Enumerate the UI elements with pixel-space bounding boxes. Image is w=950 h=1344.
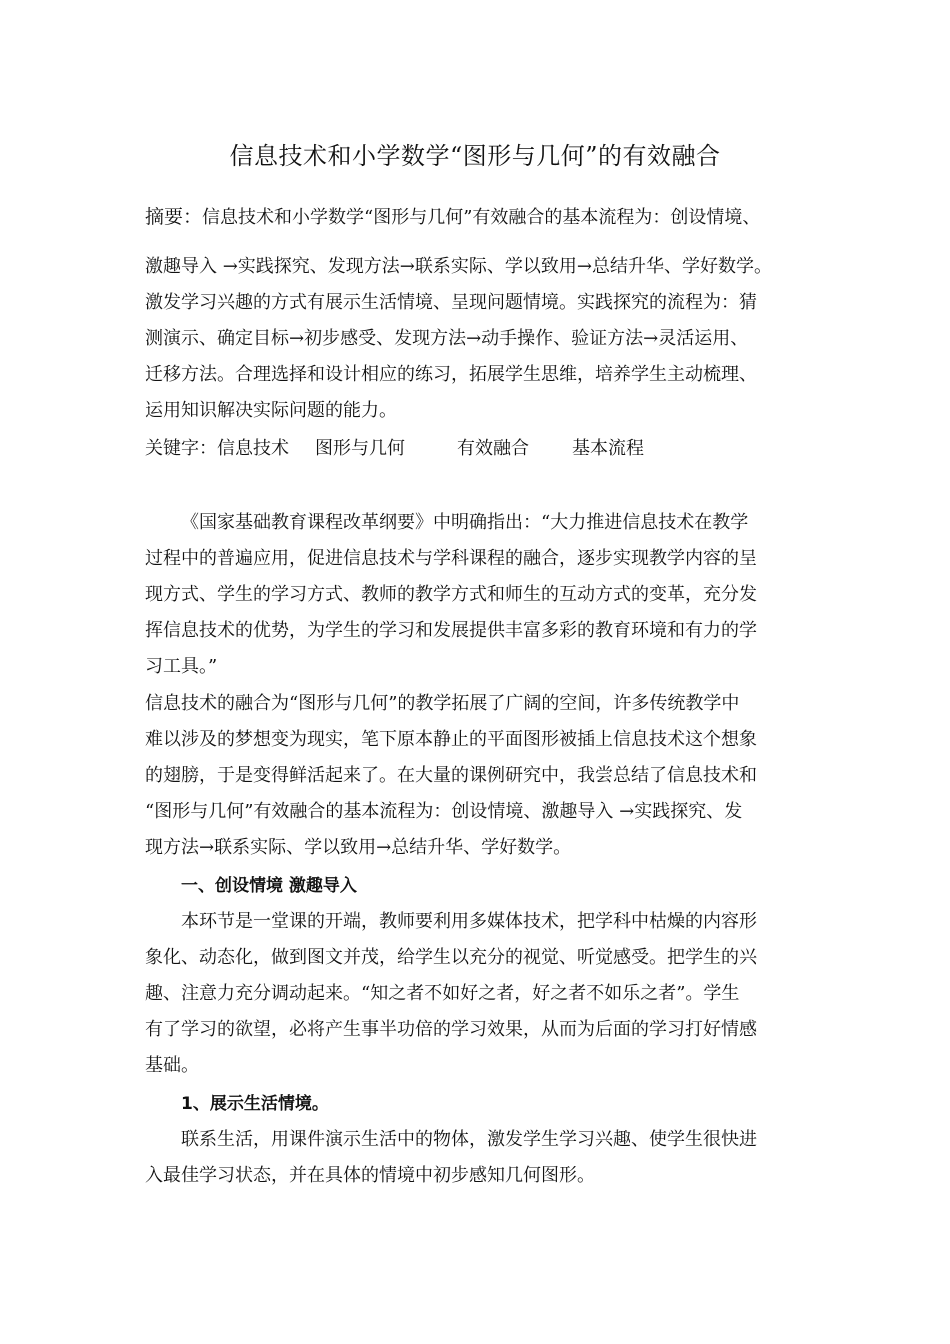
abstract-line-6: 运用知识解决实际问题的能力。 [145,400,397,421]
abstract-line-2: 激趣导入 →实践探究、发现方法→联系实际、学以致用→总结升华、学好数学。 [145,256,772,277]
subsection-heading: 1、展示生活情境。 [181,1094,329,1114]
abstract-label: 摘要： [145,206,203,228]
paragraph-3-line: 本环节是一堂课的开端，教师要利用多媒体技术，把学科中枯燥的内容形 [181,911,757,932]
paragraph-2-line: 难以涉及的梦想变为现实，笔下原本静止的平面图形被插上信息技术这个想象 [145,729,757,750]
keywords-label: 关键字： [145,438,217,459]
paragraph-1-line: 挥信息技术的优势，为学生的学习和发展提供丰富多彩的教育环境和有力的学 [145,620,757,641]
paragraph-1-line: 习工具。” [145,656,218,677]
paragraph-2-line: 信息技术的融合为“图形与几何”的教学拓展了广阔的空间，许多传统教学中 [145,693,740,714]
keyword-item: 图形与几何 [315,438,405,459]
paragraph-1-line: 现方式、学生的学习方式、教师的教学方式和师生的互动方式的变革，充分发 [145,584,757,605]
document-title: 信息技术和小学数学“图形与几何”的有效融合 [229,142,721,170]
abstract-line-1 [145,205,760,230]
paragraph-3-line: 象化、动态化，做到图文并茂，给学生以充分的视觉、听觉感受。把学生的兴 [145,947,757,968]
paragraph-2-line: 的翅膀，于是变得鲜活起来了。在大量的课例研究中，我尝总结了信息技术和 [145,765,757,786]
paragraph-3-line: 基础。 [145,1055,199,1076]
keyword-item: 信息技术 [217,438,289,459]
paragraph-1-line: 《国家基础教育课程改革纲要》中明确指出：“大力推进信息技术在教学 [181,512,749,533]
abstract-text: 信息技术和小学数学“图形与几何”有效融合的基本流程为：创设情境、 [202,207,761,228]
abstract-line-5: 迁移方法。合理选择和设计相应的练习，拓展学生思维，培养学生主动梳理、 [145,364,757,385]
keyword-item: 基本流程 [572,438,644,459]
paragraph-4-line: 联系生活，用课件演示生活中的物体，激发学生学习兴趣、使学生很快进 [181,1129,757,1150]
abstract-line-3: 激发学习兴趣的方式有展示生活情境、呈现问题情境。实践探究的流程为：猜 [145,292,757,313]
paragraph-2-line: 现方法→联系实际、学以致用→总结升华、学好数学。 [145,837,572,858]
keyword-item: 有效融合 [457,438,529,459]
section-heading: 一、创设情境 激趣导入 [181,876,357,896]
paragraph-4-line: 入最佳学习状态，并在具体的情境中初步感知几何图形。 [145,1165,595,1186]
paragraph-1-line: 过程中的普遍应用，促进信息技术与学科课程的融合，逐步实现教学内容的呈 [145,548,757,569]
keywords-line [145,437,644,461]
paragraph-3-line: 有了学习的欲望，必将产生事半功倍的学习效果，从而为后面的学习打好情感 [145,1019,757,1040]
abstract-line-4: 测演示、确定目标→初步感受、发现方法→动手操作、验证方法→灵活运用、 [145,328,749,349]
paragraph-2-line: “图形与几何”有效融合的基本流程为：创设情境、激趣导入 →实践探究、发 [145,801,743,822]
paragraph-3-line: 趣、注意力充分调动起来。“知之者不如好之者，好之者不如乐之者”。学生 [145,983,740,1004]
